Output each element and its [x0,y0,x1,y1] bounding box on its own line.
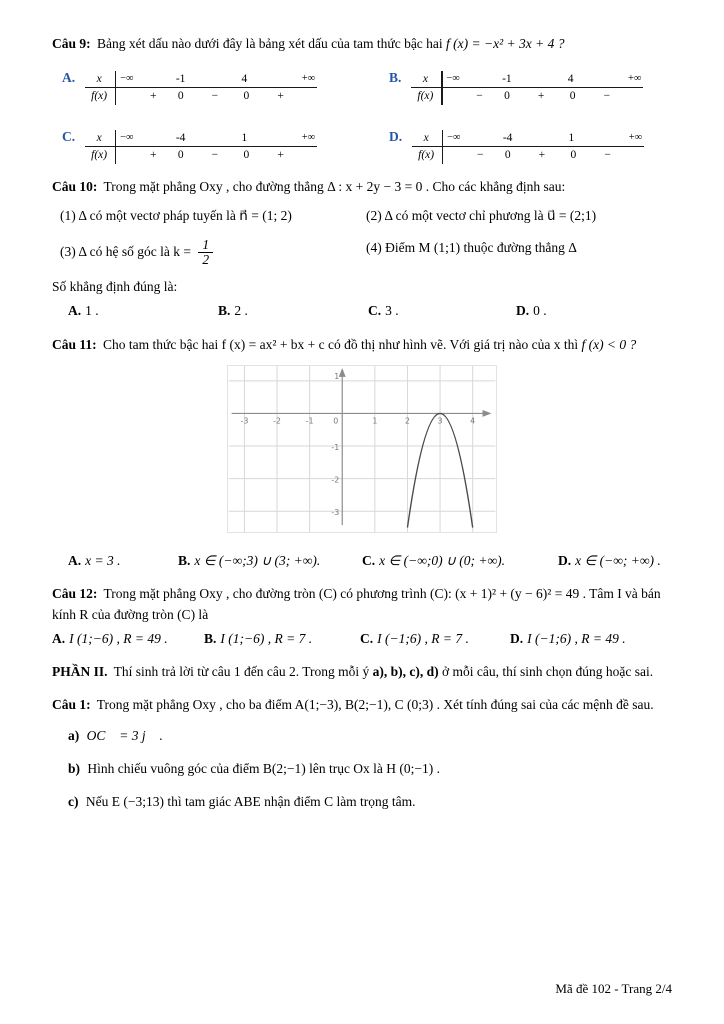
option-letter: C. [62,129,76,145]
question-11-formula: f (x) < 0 ? [581,336,637,352]
question-11-body: Cho tam thức bậc hai f (x) = ax² + bx + c có đồ thị như hình vẽ. Với giá trị nào của x thì [103,336,579,352]
sign-table-c [85,130,317,164]
x-tick: 4 [470,416,476,426]
table-var-label: x [96,132,102,145]
item-letter: a) [68,727,80,743]
q11-option-d [558,551,672,571]
page-footer: Mã đề 102 - Trang 2/4 [555,980,672,996]
table-cell: − [604,149,611,162]
y-tick: -1 [331,442,340,452]
table-cell: − [211,149,219,162]
option-letter: B. [178,553,191,569]
table-cell: +∞ [627,73,642,85]
q11-option-a [68,551,178,571]
grid-lines [229,366,496,532]
p2q1-item-a [68,726,672,746]
x-tick: -3 [240,416,249,426]
table-cell: + [149,149,157,162]
parabola-graph [227,365,497,533]
option-text: I (1;−6) , R = 49 . [69,630,168,646]
table-cell: + [538,149,546,162]
option-letter: A. [62,70,76,86]
p2q1-label: Câu 1: [52,697,91,713]
q11-option-b [178,551,362,571]
table-cell: 0 [504,149,511,162]
question-11 [52,335,672,572]
table-cell: − [603,90,611,103]
q10-option-a [68,301,218,321]
q10-option-c [368,301,516,321]
question-12-label: Câu 12: [52,586,98,602]
table-sign-row [85,88,317,105]
x-axis-arrow [483,410,492,417]
table-x-row [85,71,317,88]
p2q1-body: Trong mặt phẳng Oxy , cho ba điểm A(1;−3), B(2;−1), C (0;3) . Xét tính đúng sai của các mệnh đề sau. [96,697,654,713]
sign-table-a [85,71,317,105]
y-tick: -3 [331,508,340,518]
x-tick: 1 [372,416,378,426]
table-cell: 4 [241,73,248,86]
table-cell: -4 [175,132,186,145]
table-fn-label: f(x) [417,90,434,103]
part-2-bold-abcd: a), b), c), d) [372,664,439,680]
table-cell: +∞ [301,132,316,144]
table-cell: 0 [504,90,510,103]
item-text: Hình chiếu vuông góc của điểm B(2;−1) lên trục Ox là H (0;−1) . [87,760,441,776]
question-9-text [52,34,672,54]
q10-statements [60,206,672,268]
option-letter: C. [368,303,382,319]
table-cell: 0 [569,90,576,103]
q9-option-c [62,127,345,164]
q12-option-c [360,629,510,649]
table-cell: + [149,90,157,103]
part-2-text [52,662,672,682]
question-11-label: Câu 11: [52,336,97,352]
fraction-denominator: 2 [202,251,210,267]
option-letter: C. [362,553,376,569]
table-var-label: x [96,73,102,86]
q9-option-a [62,68,345,105]
table-cell: 0 [570,149,577,162]
option-text: 1 . [85,303,99,319]
item-letter: c) [68,794,79,810]
part-2-label: PHẦN II. [52,664,108,680]
table-fn-label: f(x) [91,90,108,103]
table-cell: 0 [243,90,250,103]
q10-option-b [218,301,368,321]
table-cell: +∞ [628,132,643,144]
y-axis-arrow [339,368,346,377]
question-11-text [52,335,672,355]
item-text: Nếu E (−3;13) thì tam giác ABE nhận điểm C làm trọng tâm. [85,794,416,810]
item-text: OC⃗ = 3 j⃗ . [86,727,163,743]
x-tick: 0 [333,416,339,426]
table-cell: 1 [568,132,575,145]
part-2-header [52,662,672,682]
option-text: x ∈ (−∞;3) ∪ (3; +∞). [194,553,321,569]
q10-prompt: Số khẳng định đúng là: [52,279,178,295]
table-fn-label: f(x) [418,149,435,162]
table-cell: -4 [502,132,513,145]
table-cell: 0 [243,149,250,162]
option-text: I (1;−6) , R = 7 . [220,630,313,646]
table-var-label: x [423,132,429,145]
p2q1-item-b [68,759,672,779]
fraction-numerator: 1 [198,238,213,253]
q11-graph-container [52,365,672,539]
q12-option-d [510,629,672,649]
table-cell: −∞ [446,73,460,85]
table-cell: +∞ [301,73,316,85]
option-letter: C. [360,630,374,646]
option-letter: B. [218,303,231,319]
table-sign-row [411,88,643,105]
table-cell: − [476,149,484,162]
q10-option-d [516,301,672,321]
option-letter: D. [558,553,572,569]
x-tick: -1 [305,416,314,426]
p2q1-text [52,695,672,715]
table-cell: − [476,90,483,103]
part2-question-1 [52,695,672,812]
table-x-row [411,71,643,88]
q9-option-b [389,68,672,105]
x-tick: -2 [273,416,281,426]
table-cell: + [277,90,284,103]
option-letter: D. [510,630,524,646]
question-10-label: Câu 10: [52,179,98,195]
table-cell: -1 [502,73,512,86]
table-sign-row [412,147,644,164]
question-9-formula: f (x) = −x² + 3x + 4 ? [446,36,565,51]
option-text: x = 3 . [85,553,121,569]
part-2-body-2: ở mỗi câu, thí sinh chọn đúng hoặc sai. [441,664,654,680]
statement-3-text: (3) Δ có hệ số góc là k = [60,243,192,259]
statement-1: (1) Δ có một vectơ pháp tuyến là n⃗ = (1; 2) [60,207,292,223]
part-2-body-1: Thí sinh trả lời từ câu 1 đến câu 2. Trong mỗi ý [113,664,370,680]
table-x-row [412,130,644,147]
option-letter: B. [389,70,402,86]
option-letter: A. [52,630,66,646]
sign-table-d [412,130,644,164]
option-letter: B. [204,630,217,646]
q10-options [52,301,672,321]
p2q1-items [52,726,672,813]
question-9 [52,34,672,164]
q9-option-d [389,127,672,164]
option-letter: A. [68,553,82,569]
option-text: I (−1;6) , R = 7 . [377,630,469,646]
question-9-label: Câu 9: [52,36,91,51]
option-text: 2 . [234,303,248,319]
fraction [198,238,213,267]
option-letter: A. [68,303,82,319]
option-text: I (−1;6) , R = 49 . [527,630,626,646]
table-cell: 1 [241,132,248,145]
x-tick: 2 [404,416,410,426]
item-letter: b) [68,760,81,776]
sign-table-b [411,71,643,105]
q11-options [52,551,672,571]
question-10-body: Trong mặt phẳng Oxy , cho đường thẳng Δ : x + 2y − 3 = 0 . Cho các khẳng định sau: [103,179,566,195]
q12-option-b [204,629,360,649]
question-12-body: Trong mặt phẳng Oxy , cho đường tròn (C) có phương trình (C): (x + 1)² + (y − 6)² = 49 . Tâm I và bán kính R của đường tròn (C) là [52,586,661,622]
question-10-text [52,177,672,197]
option-letter: D. [516,303,530,319]
q12-options [52,629,672,649]
table-cell: + [537,90,545,103]
question-10 [52,177,672,321]
statement-3 [60,238,366,267]
option-text: x ∈ (−∞;0) ∪ (0; +∞). [379,553,505,569]
table-cell: 4 [567,73,574,86]
table-cell: 0 [177,149,184,162]
table-var-label: x [422,73,428,86]
table-sign-row [85,147,317,164]
statement-4: (4) Điểm M (1;1) thuộc đường thẳng Δ [366,239,577,255]
option-letter: D. [389,129,403,145]
table-cell: -1 [175,73,186,86]
question-12 [52,584,672,649]
p2q1-item-c [68,792,672,812]
table-cell: − [211,90,219,103]
table-fn-label: f(x) [91,149,108,162]
x-tick: 3 [437,416,443,426]
q12-option-a [52,629,204,649]
y-tick: 1 [334,371,340,381]
table-cell: −∞ [120,132,134,144]
table-cell: −∞ [120,73,134,85]
question-9-body: Bảng xét dấu nào dưới đây là bảng xét dấu của tam thức bậc hai [97,36,443,51]
table-cell: 0 [177,90,184,103]
y-tick: -2 [331,475,340,485]
option-text: 3 . [385,303,399,319]
q9-sign-tables [62,68,672,164]
table-cell: −∞ [447,132,461,144]
question-12-text [52,584,672,625]
table-cell: + [277,149,284,162]
option-text: 0 . [533,303,547,319]
table-x-row [85,130,317,147]
q11-option-c [362,551,558,571]
option-text: x ∈ (−∞; +∞) . [575,553,661,569]
statement-2: (2) Δ có một vectơ chỉ phương là u⃗ = (2;1) [366,207,597,223]
